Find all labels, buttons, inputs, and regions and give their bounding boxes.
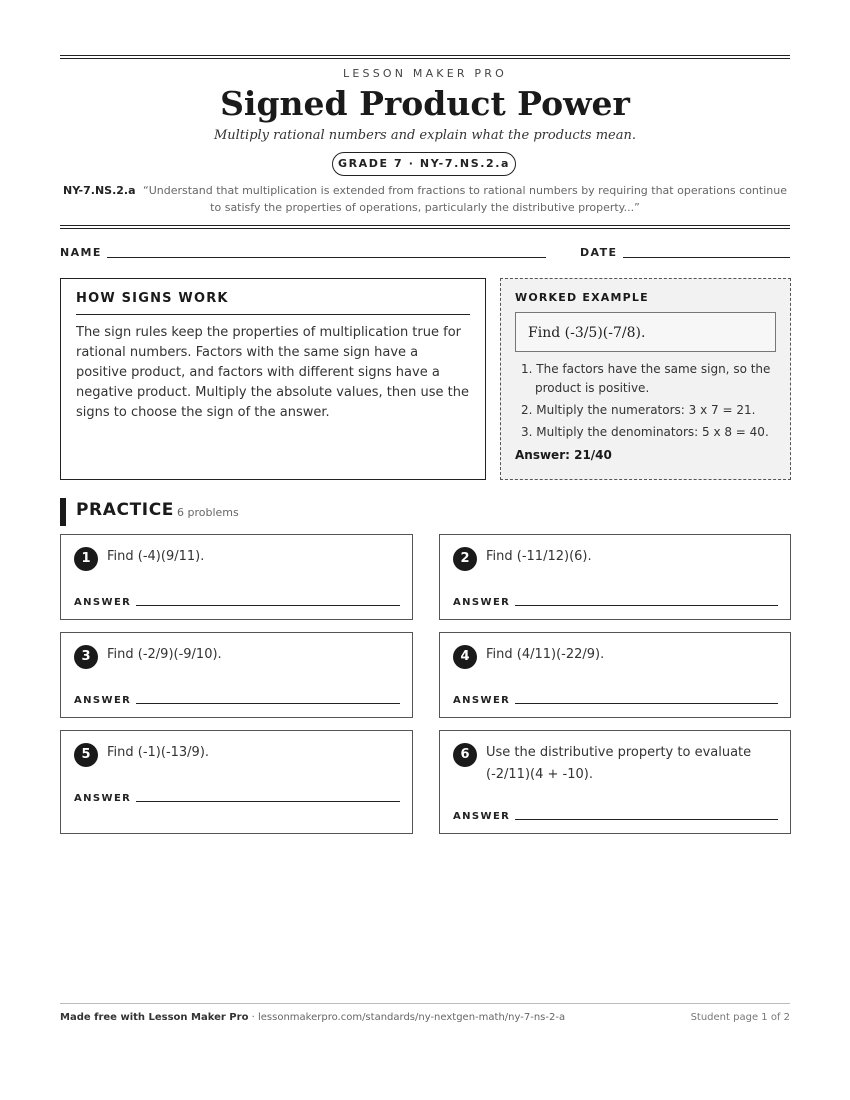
date-label: DATE bbox=[580, 246, 618, 259]
header-bottom-rule bbox=[60, 225, 790, 226]
example-step: 2. Multiply the numerators: 3 x 7 = 21. bbox=[521, 403, 756, 417]
page-subtitle: Multiply rational numbers and explain what the products mean. bbox=[213, 128, 637, 143]
grade-standard-badge: GRADE 7 · NY-7.NS.2.a bbox=[332, 152, 516, 176]
concept-body: The sign rules keep the properties of multiplication true for rational numbers. Factors with the same sign have a positive product, and factors with different signs have a negative product. Multiply the absolute values, then use the signs to choose the sign of the answer. bbox=[76, 325, 469, 420]
answer-field[interactable] bbox=[515, 703, 778, 704]
example-prompt: Find (-3/5)(-7/8). bbox=[515, 312, 776, 352]
date-field[interactable] bbox=[623, 257, 790, 258]
problem-card bbox=[439, 730, 791, 834]
worked-example-box bbox=[500, 278, 791, 480]
answer-label: ANSWER bbox=[453, 695, 511, 706]
name-label: NAME bbox=[60, 246, 102, 259]
problem-number: 2 bbox=[453, 547, 477, 571]
standard-text: “Understand that multiplication is extended from fractions to rational numbers by requiring that operations continue to satisfy the properties of operations, particularly the distributive property...” bbox=[143, 184, 787, 214]
answer-label: ANSWER bbox=[74, 695, 132, 706]
answer-label: ANSWER bbox=[453, 811, 511, 822]
standard-code: NY-7.NS.2.a bbox=[63, 184, 136, 197]
practice-count: 6 problems bbox=[177, 506, 239, 519]
answer-field[interactable] bbox=[515, 819, 778, 820]
example-step: 1. The factors have the same sign, so the product is positive. bbox=[521, 362, 771, 395]
page-title: Signed Product Power bbox=[220, 84, 630, 123]
section-accent-bar bbox=[60, 498, 66, 526]
practice-title: PRACTICE bbox=[76, 500, 174, 520]
header-top-rule-inner bbox=[60, 58, 790, 59]
concept-heading: HOW SIGNS WORK bbox=[76, 291, 470, 315]
example-answer: Answer: 21/40 bbox=[515, 448, 612, 462]
how-signs-work-box bbox=[60, 278, 486, 480]
footer-url[interactable]: · lessonmakerpro.com/standards/ny-nextgen-math/ny-7-ns-2-a bbox=[248, 1012, 566, 1023]
problem-number: 4 bbox=[453, 645, 477, 669]
header-bottom-rule-inner bbox=[60, 228, 790, 229]
problem-text: Find (-2/9)(-9/10). bbox=[107, 647, 222, 662]
problem-card bbox=[439, 632, 791, 718]
example-heading: WORKED EXAMPLE bbox=[515, 291, 649, 304]
answer-field[interactable] bbox=[136, 605, 400, 606]
problem-number: 6 bbox=[453, 743, 477, 767]
example-steps bbox=[515, 360, 776, 442]
problem-card bbox=[60, 730, 413, 834]
problem-text: Find (-1)(-13/9). bbox=[107, 745, 210, 760]
problem-number: 3 bbox=[74, 645, 98, 669]
problem-text: Use the distributive property to evaluate (-2/11)(4 + -10). bbox=[486, 745, 752, 782]
example-step: 3. Multiply the denominators: 5 x 8 = 40. bbox=[521, 425, 769, 439]
problem-number: 1 bbox=[74, 547, 98, 571]
standard-statement bbox=[62, 182, 788, 216]
answer-label: ANSWER bbox=[74, 597, 132, 608]
problem-card bbox=[439, 534, 791, 620]
answer-label: ANSWER bbox=[74, 793, 132, 804]
problem-card bbox=[60, 632, 413, 718]
brand-name: LESSON MAKER PRO bbox=[343, 67, 507, 80]
footer-credit bbox=[60, 1012, 565, 1023]
footer-rule bbox=[60, 1003, 790, 1004]
answer-label: ANSWER bbox=[453, 597, 511, 608]
problem-number: 5 bbox=[74, 743, 98, 767]
footer-page-number: Student page 1 of 2 bbox=[690, 1012, 790, 1023]
answer-field[interactable] bbox=[515, 605, 778, 606]
answer-field[interactable] bbox=[136, 703, 400, 704]
answer-field[interactable] bbox=[136, 801, 400, 802]
name-field[interactable] bbox=[107, 257, 546, 258]
problem-text: Find (-4)(9/11). bbox=[107, 549, 205, 564]
problem-text: Find (4/11)(-22/9). bbox=[486, 647, 605, 662]
header-top-rule bbox=[60, 55, 790, 56]
problem-card bbox=[60, 534, 413, 620]
footer-made-with: Made free with Lesson Maker Pro bbox=[60, 1012, 249, 1023]
problem-text: Find (-11/12)(6). bbox=[486, 549, 592, 564]
